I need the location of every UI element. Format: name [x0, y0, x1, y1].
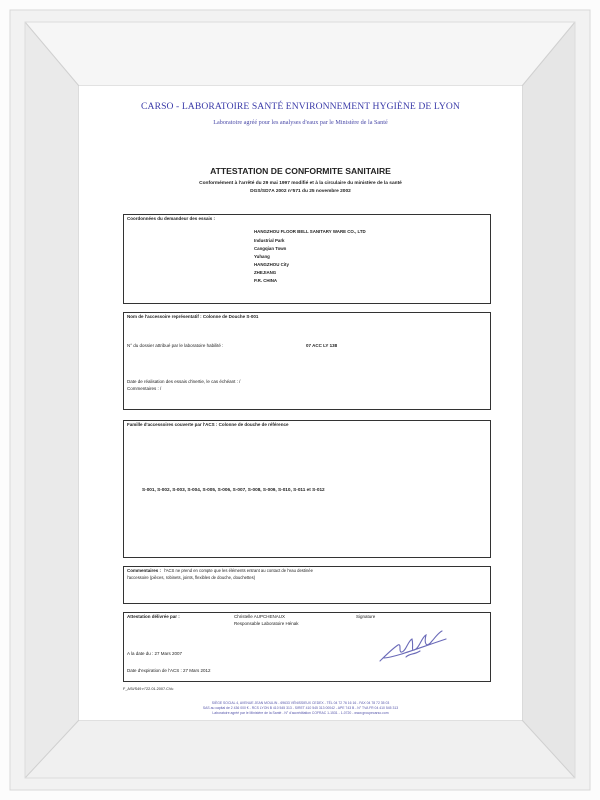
lab-subtitle: Laboratoire agréé pour les analyses d'eaux par le Ministère de la Santé [213, 119, 388, 126]
accessory-comment-line: Commentaires : / [127, 386, 162, 391]
expiry-date: Date d'expiration de l'ACS : 27 Mars 2012 [127, 668, 211, 673]
issuer-name: Christelle AUPCHENAUX [234, 614, 286, 619]
lab-name: CARSO - LABORATOIRE SANTÉ ENVIRONNEMENT HYGIÈNE DE LYON [141, 101, 460, 112]
family-models: S-001, S-002, S-003, S-004, S-005, S-006, S-007, S-008, S-009, S-010, S-011 et S-012 [142, 487, 325, 492]
issuance-box [123, 612, 491, 682]
title-subline-1: Conformément à l'arrêté du 29 mai 1997 modifié et à la circulaire du ministère de la santé [199, 181, 402, 186]
applicant-line: HANGZHOU City [254, 262, 289, 267]
applicant-line: Industrial Park [254, 238, 285, 243]
applicant-label: Coordonnées du demandeur des essais : [127, 216, 216, 221]
comments-text-2: l'accessoire (pièces, robinets, joints, flexibles de douche, douchettes) [127, 575, 256, 580]
document-title: ATTESTATION DE CONFORMITE SANITAIRE [210, 166, 391, 176]
applicant-line: HANGZHOU FLOOR BELL SANITARY WARE CO., LTD [254, 229, 366, 234]
applicant-line: P.R. CHINA [254, 278, 278, 283]
family-label: Famille d'accessoires couverte par l'ACS : Colonne de douche de référence [127, 422, 289, 427]
document-reference: F_ASI/S49 n°22.01.2007.CVu [123, 687, 174, 691]
applicant-box [123, 214, 491, 304]
accessory-label: Nom de l'accessoire représentatif : Colonne de Douche S-001 [127, 314, 259, 319]
certificate-document [79, 86, 522, 720]
test-date-line: Date de réalisation des essais d'inertie, le cas échéant : / [127, 379, 241, 384]
issued-by-label: Attestation délivrée par : [127, 614, 180, 619]
footer-line-2: SAS au capital de 2 436 000 € - RCS LYON B 410 545 313 - SIRET 410 545 313 00042 - APE 743 B - N° TVA FR 04 410 545 313 [202, 706, 399, 710]
comments-box [123, 566, 491, 604]
family-box [123, 420, 491, 558]
comments-text-1: l'ACS ne prend en compte que les éléments entrant au contact de l'eau destinée [164, 568, 313, 573]
applicant-line: ZHEJIANG [254, 270, 277, 275]
footer-line-3: Laboratoire agréé par le Ministère de la Santé - N° d'accréditation COFRAC 1-1531 - 1-0720 - www.groupecarso.com [212, 711, 389, 715]
footer-line-1: SIÈGE SOCIAL 4, AVENUE JEAN MOULIN - 69633 VÉNISSIEUX CEDEX - TÉL 04 72 76 16 16 - FAX 04 78 72 35 03 [211, 701, 390, 705]
handwritten-signature [376, 627, 452, 667]
accessory-box [123, 312, 491, 410]
title-subline-2: DGS/SD7A 2002 n°571 du 25 novembre 2002 [250, 189, 351, 194]
signature-label: Signature [356, 614, 376, 619]
applicant-line: Yuhang [254, 254, 270, 259]
dossier-label: N° du dossier attribué par le laboratoire habilité : [127, 343, 224, 348]
issue-date: A la date du : 27 Mars 2007 [127, 651, 183, 656]
issuer-title: Responsable Laboratoire Hénak [234, 621, 299, 626]
comments-label: Commentaires : [127, 568, 162, 573]
dossier-value: 07 ACC LY 138 [306, 343, 338, 348]
applicant-line: Cangqian Town [254, 246, 287, 251]
